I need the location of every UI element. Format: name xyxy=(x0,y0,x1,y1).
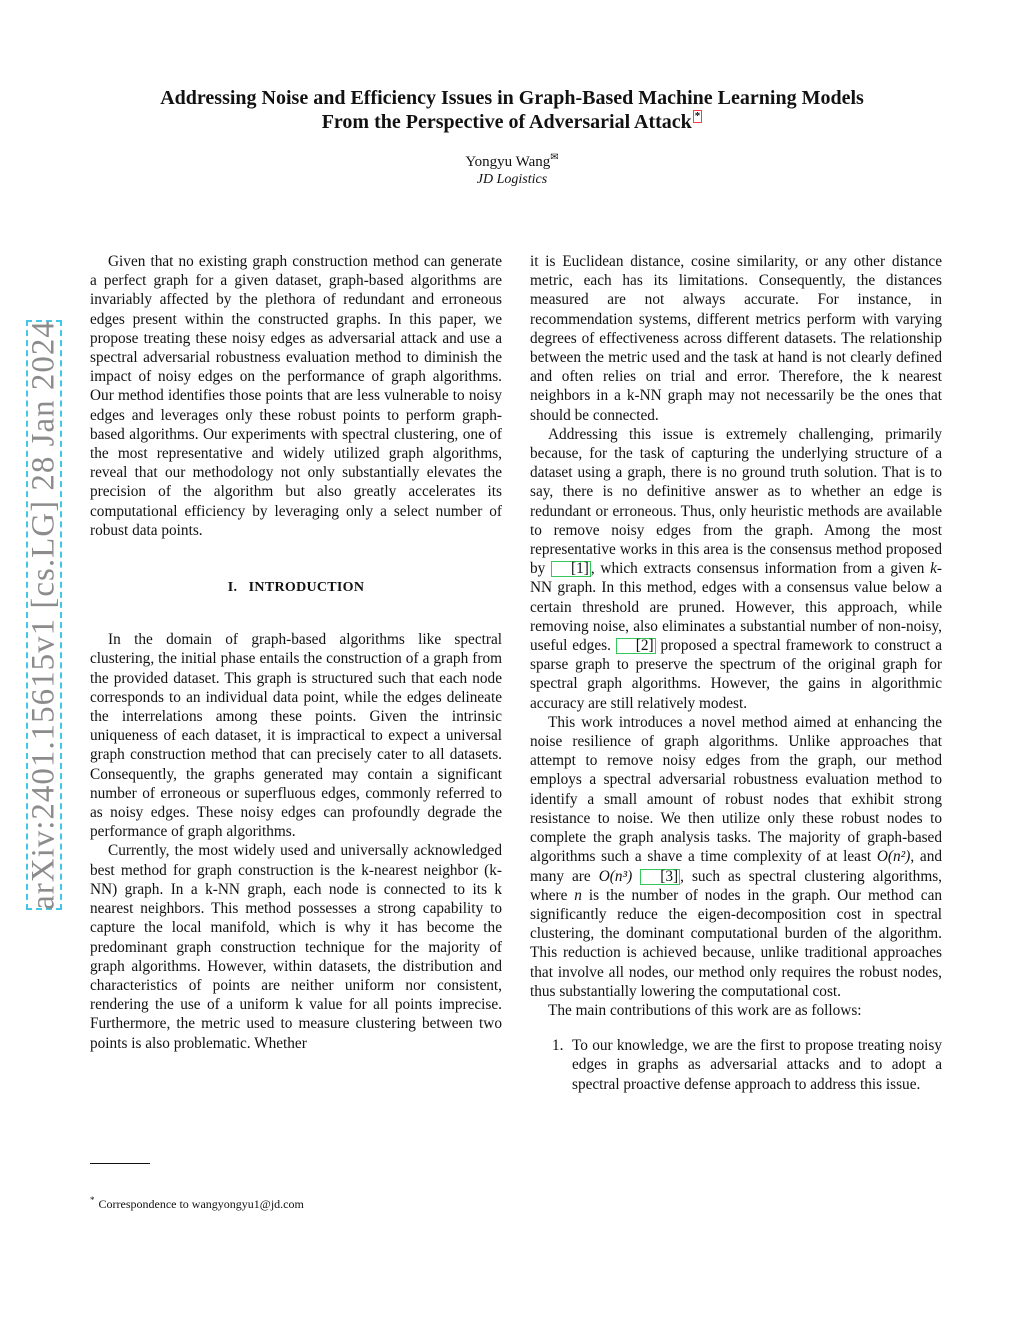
citation-link[interactable]: [3] xyxy=(640,869,680,885)
math-k: k xyxy=(930,560,937,578)
title-block xyxy=(0,86,1024,189)
citation-number: 3 xyxy=(665,867,673,885)
math-complexity-n3: O(n³) xyxy=(598,867,633,885)
p3-text-a: Addressing this issue is extremely challenging, primarily because, for the task of capturing the underlying structure of a dataset using a graph, there is no ground truth solution. That is to say, there is no definitive answer as to whether an edge is redundant or erroneous. Thus, only heuristic methods are available to remove noisy edges from the graph. Among the most representative works in this area is the consensus method proposed by xyxy=(530,425,942,578)
arxiv-identifier: arXiv:2401.15615v1 [cs.LG] 28 Jan 2024 xyxy=(25,320,62,910)
list-item xyxy=(530,1036,942,1094)
intro-paragraph-2: Currently, the most widely used and universally acknowledged best method for graph construction is the k-nearest neighbor (k-NN) graph. In a k-NN graph, each node is connected to its k nearest neighbors. This method possesses a strong capability to capture the local manifold, which is why it has become the predominant graph construction technique for the majority of graph algorithms. However, within datasets, the distribution and characteristics of points are neither uniform nor consistent, rendering the use of a uniform k value for all points imprecise. Furthermore, the metric used to measure clustering between two points is also problematic. Whether xyxy=(90,842,502,1052)
footnote-text: Correspondence to wangyongyu1@jd.com xyxy=(98,1197,304,1211)
section-number: I. xyxy=(227,580,238,596)
author-name: Yongyu Wang xyxy=(465,154,551,170)
contributions-list xyxy=(530,1036,942,1094)
math-n: n xyxy=(574,886,582,904)
envelope-icon: ✉ xyxy=(550,152,559,163)
author xyxy=(0,149,1024,171)
intro-paragraph-3 xyxy=(530,425,942,713)
intro-paragraph-5: The main contributions of this work are as follows: xyxy=(548,1001,862,1019)
citation-link[interactable]: [1] xyxy=(551,561,591,577)
p4-text-c: , such as spectral clustering algorithms, where xyxy=(530,867,942,904)
list-item-text: To our knowledge, we are the first to propose treating noisy edges in graphs as adversarial attacks and to adopt a spectral proactive defense approach to address this issue. xyxy=(572,1037,942,1093)
author-affiliation: JD Logistics xyxy=(476,172,548,187)
p3-text-c: -NN graph. In this method, edges with a consensus value below a certain threshold are pruned. However, this approach, while removing noise, also eliminates a substantial number of non-noisy, useful edges. xyxy=(530,560,943,655)
p4-text-b: , and many are xyxy=(530,848,942,885)
math-complexity-n2: O(n²) xyxy=(876,848,911,866)
right-column xyxy=(530,252,942,1094)
paper-title-line-1: Addressing Noise and Efficiency Issues in Graph-Based Machine Learning Models xyxy=(160,87,864,109)
footnote-divider xyxy=(90,1163,150,1164)
footnote xyxy=(90,1193,304,1211)
left-column xyxy=(90,252,502,1053)
paper-title-line-2 xyxy=(0,110,1024,134)
abstract: Given that no existing graph construction method can generate a perfect graph for a given dataset, graph-based algorithms are invariably affected by the plethora of redundant and erroneous edges present within the constructed graphs. In this paper, we propose treating these noisy edges as adversarial attack and use a spectral adversarial robustness evaluation method to diminish the impact of noisy edges on the performance of graph algorithms. Our method identifies those points that are less vulnerable to noisy edges and leverages only these robust points to perform graph-based algorithms. Our experiments with spectral clustering, one of the most representative and widely utilized graph algorithms, reveal that our methodology not only substantially elevates the precision of the algorithm but also greatly accelerates its computational efficiency by leveraging only a select number of robust data points. xyxy=(90,253,502,539)
citation-number: 1 xyxy=(576,560,584,578)
citation-number: 2 xyxy=(640,637,649,655)
title-footnote-link[interactable]: * xyxy=(694,110,701,122)
intro-paragraph-1: In the domain of graph-based algorithms like spectral clustering, the initial phase entails the construction of a graph from the provided dataset. This graph is structured such that each node corresponds to an individual data point, while the edges delineate the interrelations among these points. Given the intrinsic uniqueness of each dataset, it is impractical to expect a universal graph construction method that can precisely cater to all datasets. Consequently, the graphs generated may contain a significant number of erroneous or superfluous edges, commonly referred to as noisy edges. These noisy edges can profoundly degrade the performance of graph algorithms. xyxy=(90,631,502,841)
intro-paragraph-2-continued: it is Euclidean distance, cosine similarity, or any other distance metric, each has its limitations. Consequently, the distances measured are not always accurate. For instance, in recommendation systems, different metrics perform with varying degrees of effectiveness across different datasets. The relationship between the metric used and the task at hand is not clearly defined and often relies on trial and error. Therefore, the k nearest neighbors in a k-NN graph may not necessarily be the ones that should be connected. xyxy=(530,253,942,424)
citation-link[interactable]: [2] xyxy=(616,638,656,654)
list-item-number: 1. xyxy=(552,1037,564,1055)
footnote-mark: * xyxy=(90,1195,95,1205)
section-heading xyxy=(90,578,502,597)
p3-text-b: , which extracts consensus information from a given xyxy=(590,560,925,578)
intro-paragraph-4 xyxy=(530,713,942,1001)
p3-text-d: proposed a spectral framework to construct a sparse graph to preserve the spectrum of the original graph for spectral graph algorithms. However, the gains in algorithmic accuracy are still relatively modest. xyxy=(530,637,942,712)
p4-text-a: This work introduces a novel method aimed at enhancing the noise resilience of graph algorithms. Unlike approaches that attempt to remove noisy edges from the graph, our method employs a spectral adversarial robustness evaluation method to identify a small amount of robust nodes that exhibit strong resistance to noise. We then utilize only these robust nodes to complete the graph analysis tasks. The majority of graph-based algorithms such a shave a time complexity of at least xyxy=(530,713,942,866)
p4-text-d: is the number of nodes in the graph. Our method can significantly reduce the eigen-decomposition cost in spectral clustering, the dominant computational burden of the algorithm. This reduction is achieved because, unlike traditional approaches that involve all nodes, our method only requires the robust nodes, thus substantially lowering the computational cost. xyxy=(530,886,943,1000)
paper-title-line-2-text: From the Perspective of Adversarial Attack xyxy=(321,111,692,133)
section-title: INTRODUCTION xyxy=(248,580,365,596)
